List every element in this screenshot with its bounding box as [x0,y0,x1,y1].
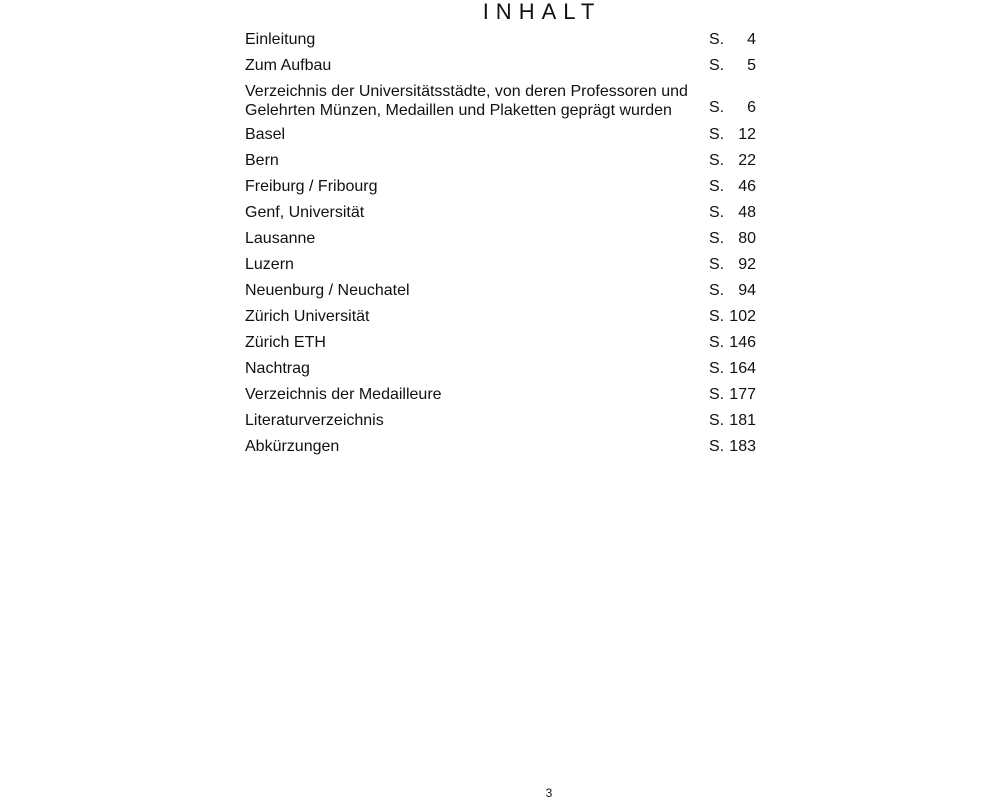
toc-entry-abkuerzungen [245,437,760,463]
toc-page-number: 46 [738,178,756,195]
toc-entry-label: Luzern [245,256,294,273]
toc-entry-label: Verzeichnis der Medailleure [245,386,442,403]
toc-page-prefix: S. [709,438,725,455]
toc-page-number: 12 [738,126,756,143]
toc-page-prefix: S. [709,230,725,247]
toc-entry-label: Literaturverzeichnis [245,412,384,429]
page-title: INHALT [482,0,602,24]
toc-page-number: 92 [738,256,756,273]
toc-entry-genf [245,203,760,229]
toc-entry-label: Genf, Universität [245,204,365,221]
toc-entry-neuenburg [245,281,760,307]
toc-page-number: 4 [747,31,756,48]
toc-page-number: 94 [738,282,756,299]
toc-page-number: 181 [729,412,756,429]
toc-entry-zuerich-universitaet [245,307,760,333]
toc-page-number: 80 [738,230,756,247]
table-of-contents [245,30,760,463]
toc-page-prefix: S. [709,412,725,429]
toc-entry-label: Basel [245,126,286,143]
toc-entry-luzern [245,255,760,281]
toc-page-prefix: S. [709,282,725,299]
page-number: 3 [545,786,553,800]
toc-page-prefix: S. [709,31,725,48]
toc-page-prefix: S. [709,99,725,116]
toc-page-number: 102 [729,308,756,325]
toc-page-prefix: S. [709,152,725,169]
toc-entry-literaturverzeichnis [245,411,760,437]
toc-page-prefix: S. [709,126,725,143]
toc-entry-medailleure [245,385,760,411]
toc-page-number: 22 [738,152,756,169]
toc-page-number: 183 [729,438,756,455]
toc-entry-basel [245,125,760,151]
toc-page-number: 6 [747,99,756,116]
toc-page-prefix: S. [709,386,725,403]
toc-entry-label: Zürich ETH [245,334,326,351]
toc-entry-einleitung [245,30,760,56]
toc-page-number: 177 [729,386,756,403]
toc-entry-freiburg [245,177,760,203]
toc-entry-zuerich-eth [245,333,760,359]
toc-page-prefix: S. [709,256,725,273]
toc-entry-label: Zum Aufbau [245,57,332,74]
toc-page-prefix: S. [709,360,725,377]
toc-entry-zum-aufbau [245,56,760,82]
toc-entry-lausanne [245,229,760,255]
toc-page-number: 146 [729,334,756,351]
toc-entry-verzeichnis-universitaetsstaedte [245,82,760,125]
toc-entry-label: Freiburg / Fribourg [245,178,378,195]
toc-entry-bern [245,151,760,177]
toc-entry-label: Einleitung [245,31,316,48]
toc-entry-label: Bern [245,152,279,169]
toc-page-prefix: S. [709,334,725,351]
toc-entry-label: Lausanne [245,230,316,247]
toc-page-prefix: S. [709,308,725,325]
toc-entry-label: Abkürzungen [245,438,340,455]
toc-entry-nachtrag [245,359,760,385]
toc-page-prefix: S. [709,57,725,74]
toc-entry-label: Nachtrag [245,360,310,377]
toc-entry-label: Verzeichnis der Universitätsstädte, von deren Professoren und Gelehrten Münzen, Medaillen und Plaketten geprägt wurden [245,83,688,119]
toc-page-prefix: S. [709,178,725,195]
toc-page-number: 164 [729,360,756,377]
toc-entry-label: Neuenburg / Neuchatel [245,282,410,299]
toc-entry-label: Zürich Universität [245,308,370,325]
toc-page-number: 5 [747,57,756,74]
toc-page-number: 48 [738,204,756,221]
toc-page-prefix: S. [709,204,725,221]
